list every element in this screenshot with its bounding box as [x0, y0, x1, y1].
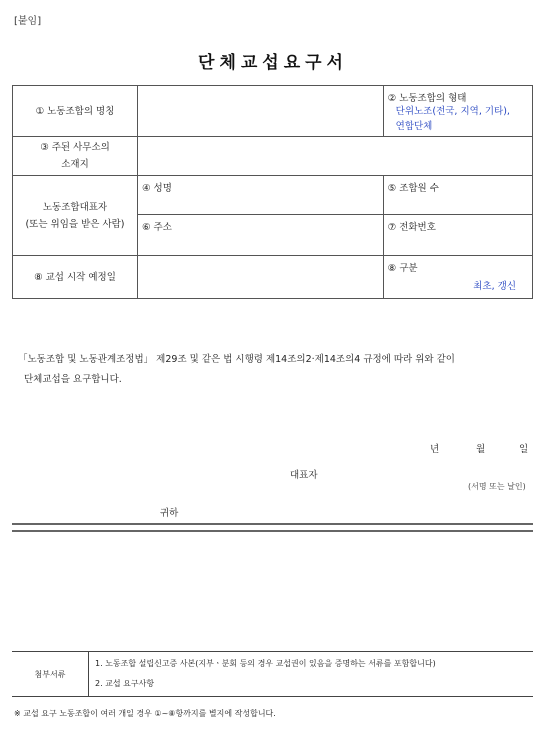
attachments-table	[12, 651, 533, 697]
date-month: 월	[476, 444, 486, 455]
union-name-label: ① 노동조합의 명칭	[13, 86, 138, 137]
date-year: 년	[430, 444, 440, 455]
phone-label: ⑦ 전화번호	[387, 222, 436, 233]
double-divider	[12, 523, 533, 532]
footnote: ※ 교섭 요구 노동조합이 여러 개일 경우 ①~⑧항까지를 별지에 작성합니다.	[14, 709, 276, 718]
members-count-field[interactable]	[383, 176, 532, 215]
representative-label: 노동조합대표자 (또는 위임을 받은 사람)	[13, 176, 138, 256]
union-type-cell	[383, 86, 532, 137]
attachment-tag: [붙임]	[14, 16, 42, 27]
category-options[interactable]: 최초, 갱신	[473, 281, 516, 292]
office-address-label: ③ 주된 사무소의 소재지	[13, 137, 138, 176]
phone-field[interactable]	[383, 215, 532, 256]
union-type-option-federation[interactable]: 연합단체	[395, 121, 433, 132]
rep-address-field[interactable]	[138, 215, 384, 256]
representative-label-bottom: 대표자	[290, 470, 318, 481]
category-cell	[383, 256, 532, 299]
signature-note: (서명 또는 날인)	[468, 482, 526, 491]
rep-address-label: ⑥ 주소	[142, 222, 172, 233]
union-type-label: ② 노동조합의 형태	[387, 93, 467, 104]
union-type-option-unit[interactable]: 단위노조(전국, 지역, 기타),	[395, 106, 510, 117]
office-address-field[interactable]	[138, 137, 533, 176]
start-date-field[interactable]	[138, 256, 384, 299]
request-statement: 「노동조합 및 노동관계조정법」 제29조 및 같은 법 시행령 제14조의2·제14조의4 규정에 따라 위와 같이 단체교섭을 요구합니다.	[18, 354, 455, 385]
union-name-field[interactable]	[138, 86, 384, 137]
rep-name-label: ④ 성명	[142, 183, 172, 194]
category-label: ⑧ 구분	[387, 263, 418, 274]
request-form-table	[12, 85, 533, 299]
addressee: 귀하	[160, 508, 179, 519]
attachment-item: 2. 교섭 요구사항	[95, 679, 155, 688]
page-title: 단체교섭요구서	[198, 53, 348, 73]
attachment-item: 1. 노동조합 설립신고증 사본(지부ㆍ분회 등의 경우 교섭권이 있음을 증명하는 서류를 포함합니다)	[95, 659, 436, 668]
attachments-header: 첨부서류	[12, 652, 89, 697]
rep-name-field[interactable]	[138, 176, 384, 215]
start-date-label: ⑧ 교섭 시작 예정일	[13, 256, 138, 299]
date-day: 일	[519, 444, 529, 455]
members-count-label: ⑤ 조합원 수	[387, 183, 439, 194]
attachments-list	[89, 652, 534, 697]
